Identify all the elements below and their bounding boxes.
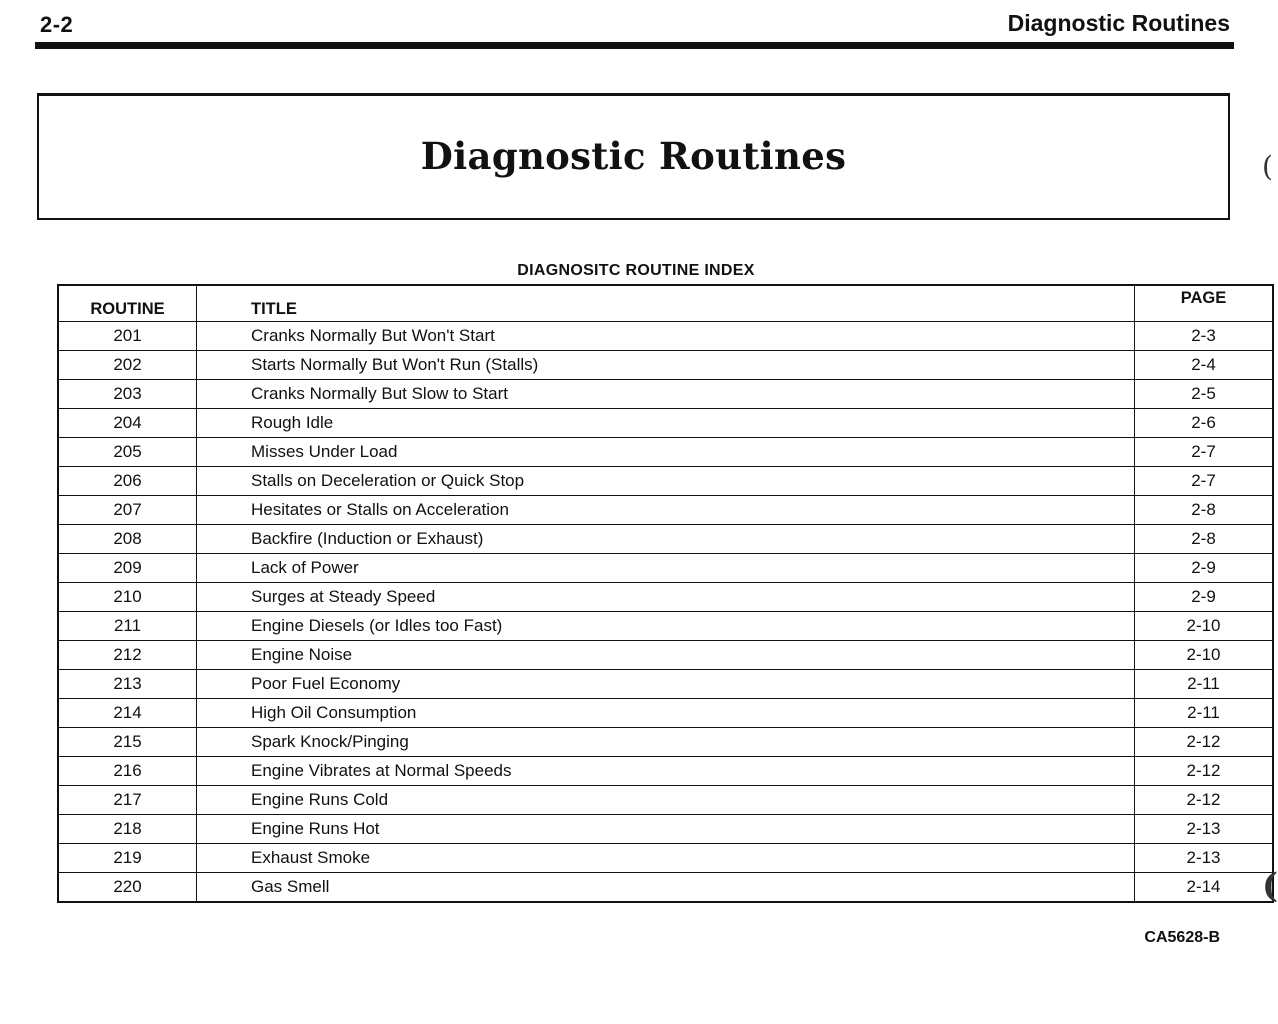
routine-page: 2-5: [1135, 380, 1274, 409]
page-title: Diagnostic Routines: [420, 134, 847, 178]
routine-page: 2-7: [1135, 467, 1274, 496]
routine-page: 2-12: [1135, 757, 1274, 786]
routine-page: 2-9: [1135, 583, 1274, 612]
routine-number: 204: [58, 409, 197, 438]
routine-number: 208: [58, 525, 197, 554]
routine-number: 201: [58, 322, 197, 351]
table-row: [58, 409, 1273, 438]
table-row: [58, 380, 1273, 409]
routine-index-table: [57, 284, 1274, 903]
routine-title: Engine Vibrates at Normal Speeds: [197, 757, 1135, 786]
routine-title: Stalls on Deceleration or Quick Stop: [197, 467, 1135, 496]
table-row: [58, 322, 1273, 351]
routine-number: 211: [58, 612, 197, 641]
routine-title: High Oil Consumption: [197, 699, 1135, 728]
routine-number: 206: [58, 467, 197, 496]
routine-number: 216: [58, 757, 197, 786]
running-head: Diagnostic Routines: [1007, 10, 1230, 36]
table-row: [58, 815, 1273, 844]
page-number: 2-2: [40, 12, 74, 37]
routine-page: 2-3: [1135, 322, 1274, 351]
routine-page: 2-8: [1135, 525, 1274, 554]
routine-number: 203: [58, 380, 197, 409]
header-rule: [35, 42, 1234, 49]
column-header-title: TITLE: [197, 285, 1135, 322]
routine-title: Cranks Normally But Slow to Start: [197, 380, 1135, 409]
table-row: [58, 873, 1273, 903]
routine-title: Misses Under Load: [197, 438, 1135, 467]
table-header-row: [58, 285, 1273, 322]
table-row: [58, 728, 1273, 757]
margin-mark: (: [1262, 150, 1273, 183]
routine-page: 2-11: [1135, 699, 1274, 728]
routine-title: Engine Noise: [197, 641, 1135, 670]
table-row: [58, 554, 1273, 583]
routine-title: Engine Diesels (or Idles too Fast): [197, 612, 1135, 641]
table-body: [58, 322, 1273, 903]
margin-mark: (: [1262, 866, 1278, 906]
routine-title: Lack of Power: [197, 554, 1135, 583]
table-row: [58, 351, 1273, 380]
table-row: [58, 757, 1273, 786]
routine-title: Cranks Normally But Won't Start: [197, 322, 1135, 351]
table-row: [58, 844, 1273, 873]
routine-page: 2-10: [1135, 612, 1274, 641]
routine-number: 202: [58, 351, 197, 380]
routine-page: 2-10: [1135, 641, 1274, 670]
column-header-routine: ROUTINE: [58, 285, 197, 322]
table-row: [58, 467, 1273, 496]
routine-number: 207: [58, 496, 197, 525]
routine-title: Poor Fuel Economy: [197, 670, 1135, 699]
routine-page: 2-8: [1135, 496, 1274, 525]
title-box: [37, 93, 1230, 220]
routine-page: 2-9: [1135, 554, 1274, 583]
table-row: [58, 583, 1273, 612]
routine-number: 214: [58, 699, 197, 728]
figure-id: CA5628-B: [1144, 929, 1220, 946]
routine-page: 2-13: [1135, 844, 1274, 873]
routine-number: 220: [58, 873, 197, 903]
routine-title: Engine Runs Cold: [197, 786, 1135, 815]
routine-page: 2-4: [1135, 351, 1274, 380]
routine-title: Hesitates or Stalls on Acceleration: [197, 496, 1135, 525]
routine-page: 2-12: [1135, 728, 1274, 757]
table-row: [58, 786, 1273, 815]
routine-page: 2-12: [1135, 786, 1274, 815]
routine-page: 2-7: [1135, 438, 1274, 467]
routine-title: Starts Normally But Won't Run (Stalls): [197, 351, 1135, 380]
routine-number: 212: [58, 641, 197, 670]
routine-page: 2-14: [1135, 873, 1274, 903]
routine-title: Engine Runs Hot: [197, 815, 1135, 844]
index-caption: DIAGNOSITC ROUTINE INDEX: [517, 262, 755, 279]
routine-title: Backfire (Induction or Exhaust): [197, 525, 1135, 554]
routine-title: Gas Smell: [197, 873, 1135, 903]
routine-title: Spark Knock/Pinging: [197, 728, 1135, 757]
routine-page: 2-13: [1135, 815, 1274, 844]
routine-title: Exhaust Smoke: [197, 844, 1135, 873]
routine-number: 205: [58, 438, 197, 467]
table-row: [58, 612, 1273, 641]
table-row: [58, 438, 1273, 467]
table-row: [58, 699, 1273, 728]
table-row: [58, 496, 1273, 525]
routine-number: 213: [58, 670, 197, 699]
routine-title: Surges at Steady Speed: [197, 583, 1135, 612]
routine-page: 2-11: [1135, 670, 1274, 699]
routine-number: 215: [58, 728, 197, 757]
table-row: [58, 641, 1273, 670]
table-row: [58, 525, 1273, 554]
column-header-page: PAGE: [1135, 285, 1274, 322]
routine-page: 2-6: [1135, 409, 1274, 438]
table-row: [58, 670, 1273, 699]
routine-number: 219: [58, 844, 197, 873]
routine-number: 218: [58, 815, 197, 844]
routine-number: 209: [58, 554, 197, 583]
routine-number: 217: [58, 786, 197, 815]
routine-number: 210: [58, 583, 197, 612]
routine-title: Rough Idle: [197, 409, 1135, 438]
